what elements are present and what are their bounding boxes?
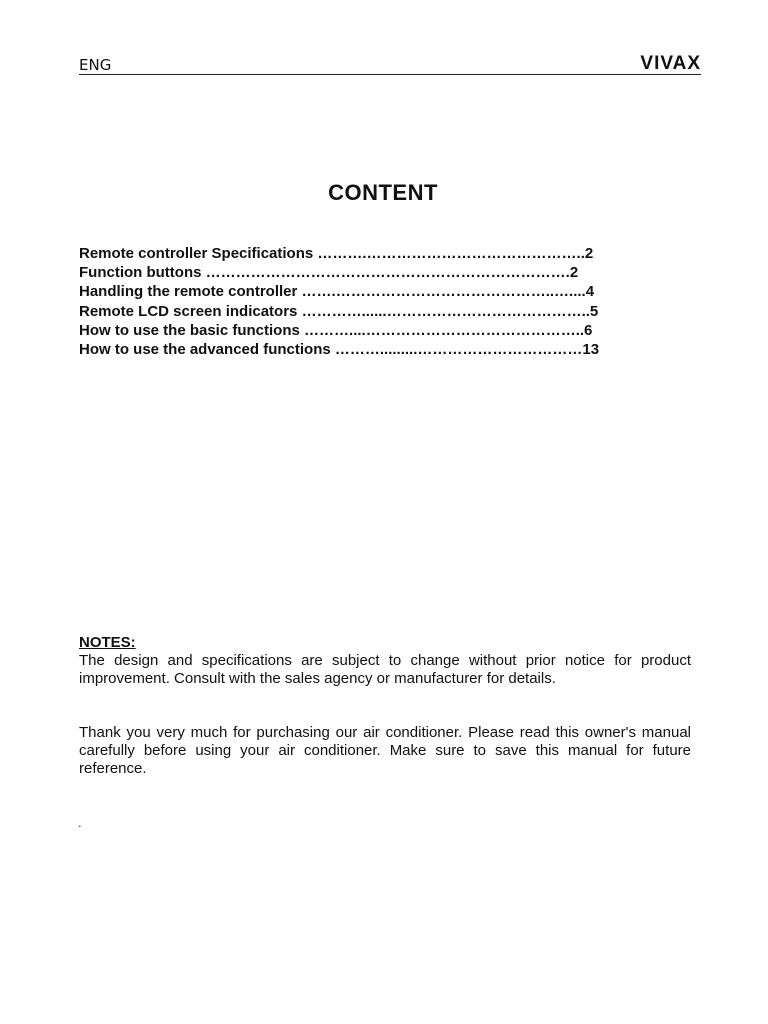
toc-entry-label: Function buttons bbox=[79, 264, 206, 282]
page-header bbox=[79, 52, 701, 75]
notes-body: The design and specifications are subject to change without prior notice for product improvement. Consult with the sales agency or manufacturer for details. bbox=[79, 652, 691, 688]
notes-section bbox=[79, 634, 691, 689]
toc-entry-leader: ………....…………………………………….. bbox=[304, 321, 585, 339]
toc-entry-page: 13 bbox=[582, 341, 600, 359]
toc-entry-leader: ……….…………………………………….. bbox=[317, 245, 585, 262]
toc-entry-leader: …….……………………………………..….... bbox=[301, 283, 586, 301]
trailing-period: . bbox=[78, 815, 82, 830]
toc-entry bbox=[79, 302, 685, 321]
toc-entry-page: 4 bbox=[585, 283, 595, 301]
page-title: CONTENT bbox=[328, 180, 438, 205]
toc-entry-leader: …………......………………………………….. bbox=[301, 302, 590, 320]
thank-you-paragraph: Thank you very much for purchasing our air conditioner. Please read this owner's manual carefully before using your air conditioner. Make sure to save this manual for future reference. bbox=[79, 724, 691, 778]
toc-entry-label: How to use the advanced functions bbox=[79, 341, 335, 359]
toc-entry-page: 5 bbox=[589, 302, 599, 320]
toc-entry-leader: ……….........…………………………… bbox=[334, 341, 583, 359]
toc-entry-label: Handling the remote controller bbox=[79, 283, 302, 301]
toc-entry-label: How to use the basic functions bbox=[79, 321, 305, 339]
table-of-contents bbox=[79, 244, 685, 359]
language-label: ENG bbox=[79, 56, 112, 74]
brand-logo-text: VIVAX bbox=[640, 53, 701, 74]
toc-entry-leader: ………………………………………………………………. bbox=[205, 264, 570, 282]
notes-heading: NOTES: bbox=[79, 634, 136, 651]
toc-entry-page: 2 bbox=[569, 264, 579, 282]
toc-entry bbox=[79, 263, 685, 282]
toc-entry-label: Remote LCD screen indicators bbox=[79, 302, 302, 320]
toc-entry bbox=[79, 321, 685, 340]
toc-entry-page: 2 bbox=[584, 245, 594, 262]
toc-entry bbox=[79, 340, 685, 359]
toc-entry-page: 6 bbox=[584, 321, 593, 339]
toc-entry bbox=[79, 282, 685, 301]
toc-entry-label: Remote controller Specifications bbox=[79, 245, 318, 262]
toc-entry bbox=[79, 244, 685, 263]
